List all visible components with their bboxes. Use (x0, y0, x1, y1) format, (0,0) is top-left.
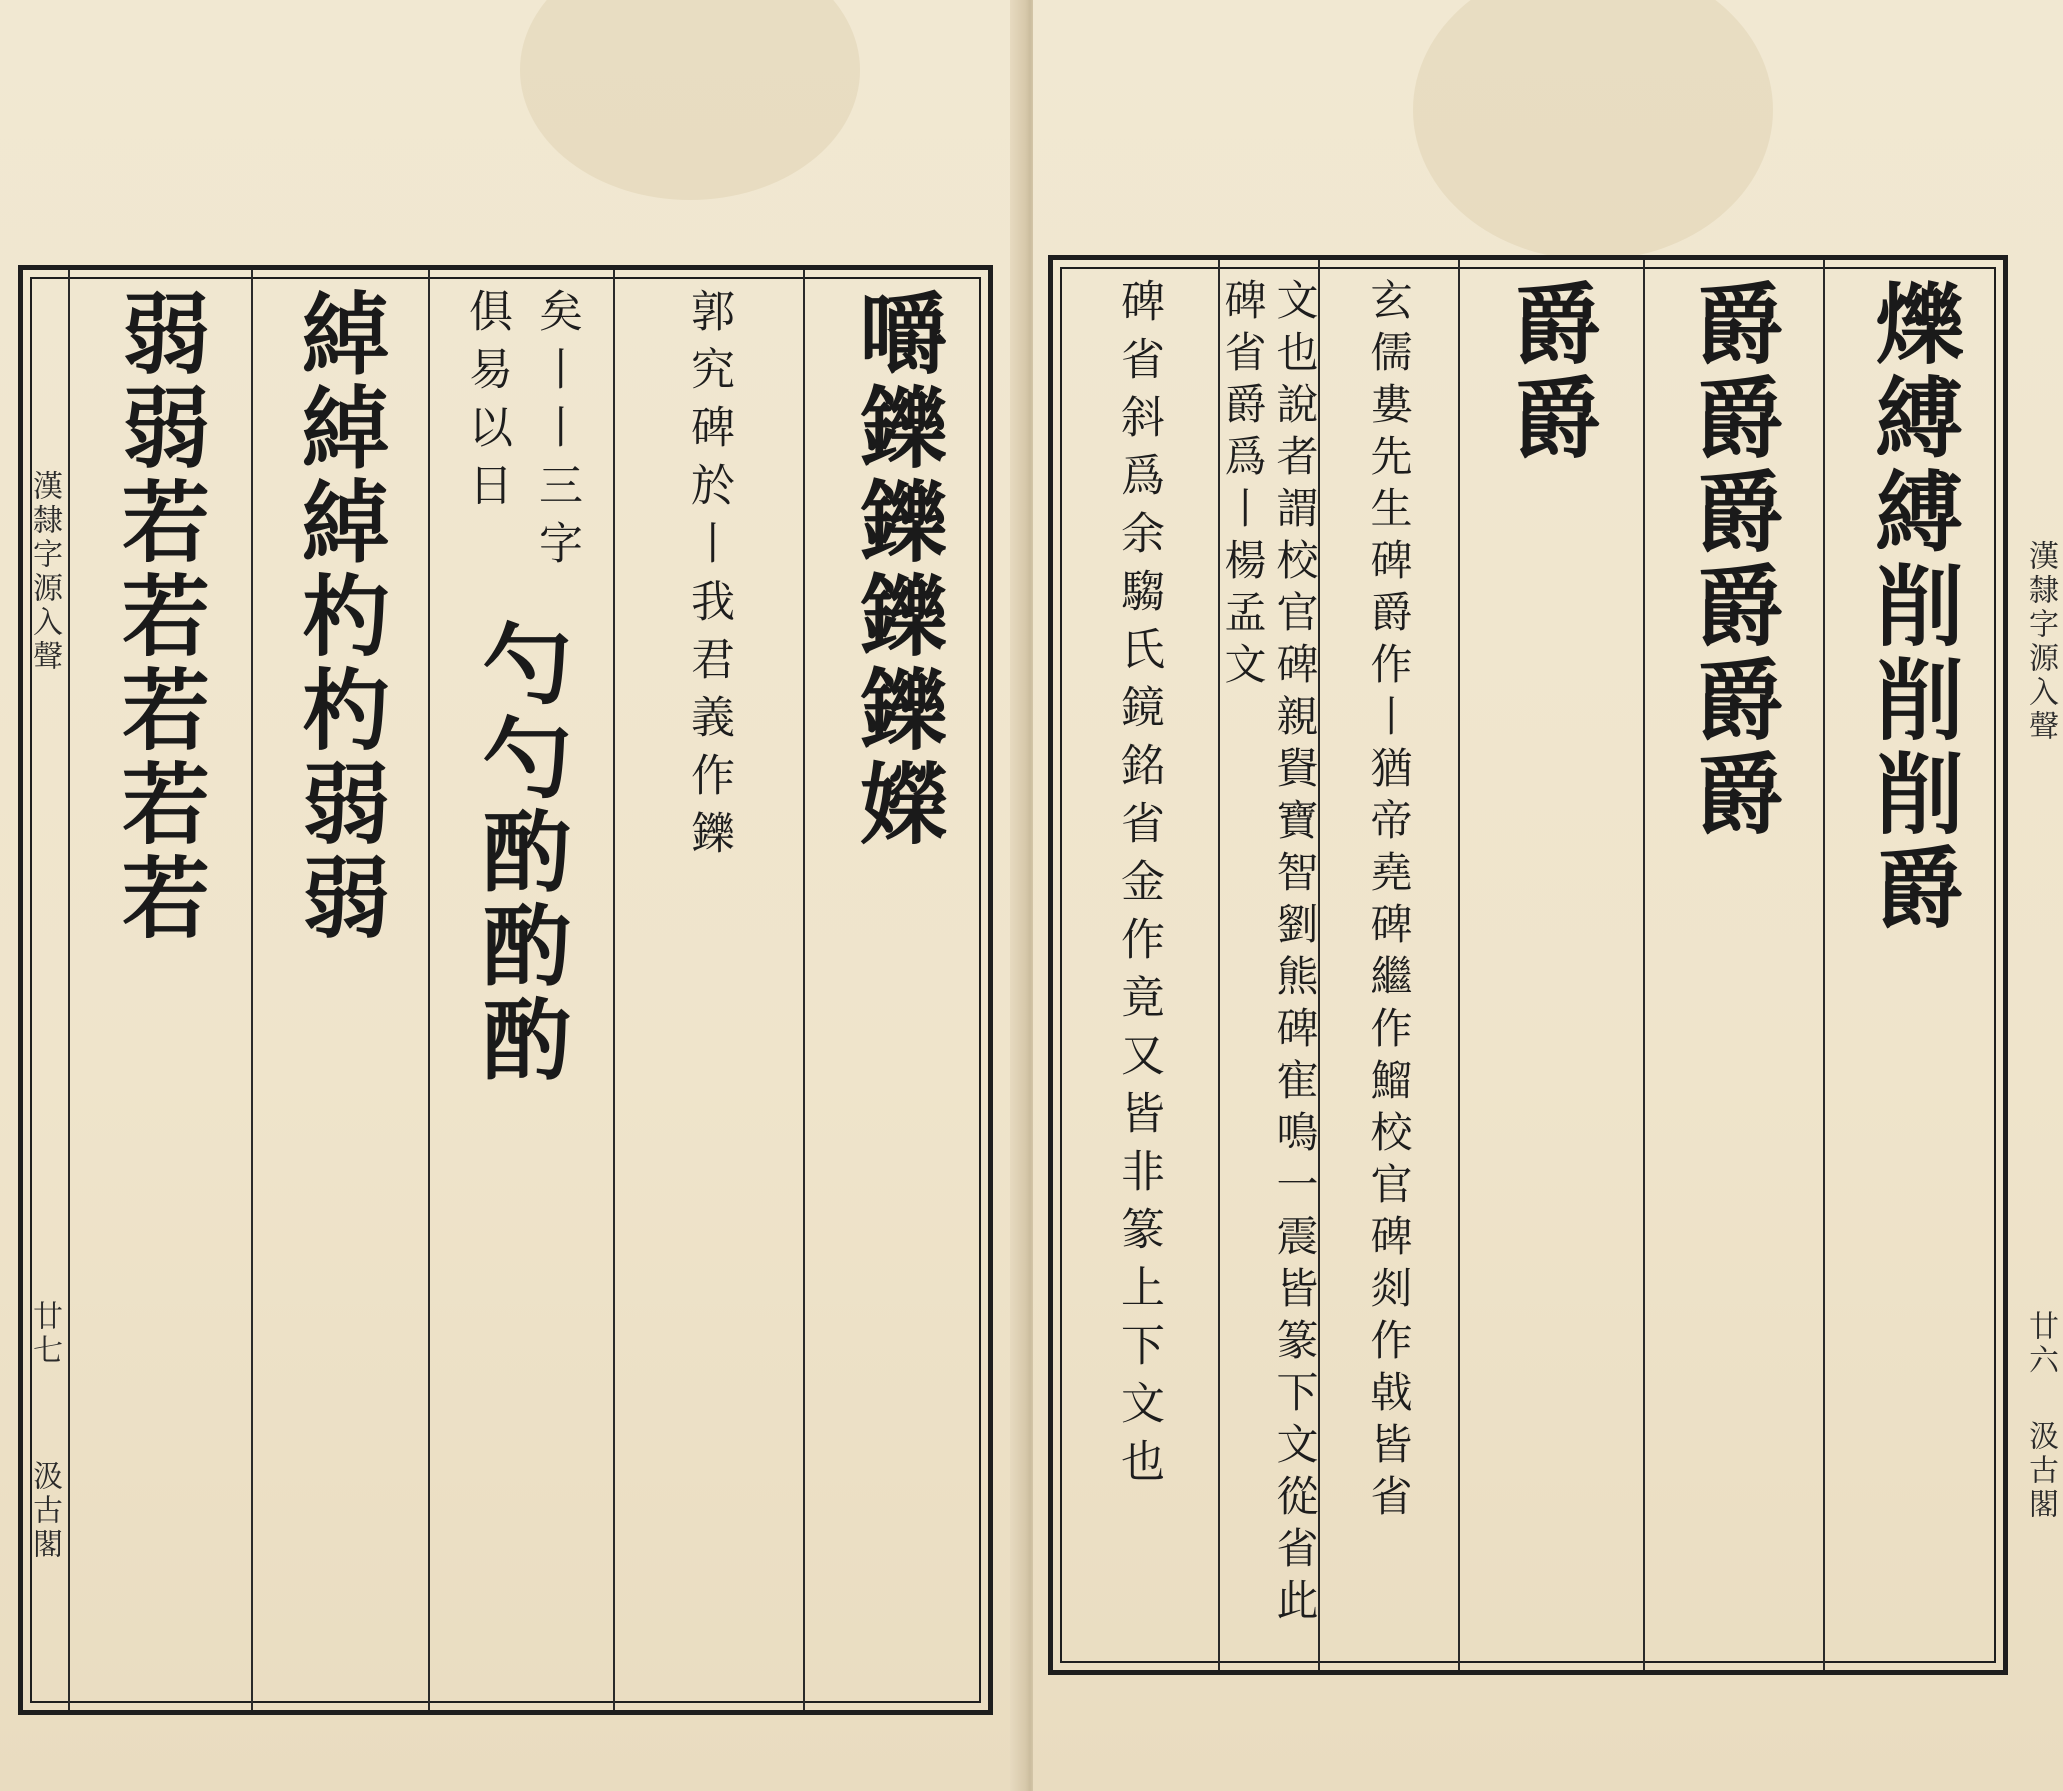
left-page (0, 0, 1025, 1791)
left-margin-page: 廿七 (27, 1300, 62, 1368)
annotation-text: 俱易以日 (461, 288, 512, 520)
annotation-text: 郭究碑於丨我君義作鑠 (683, 288, 734, 868)
headword-column: 嚼 (845, 288, 950, 382)
headword-column: 爵爵 (1499, 278, 1603, 466)
headword-column: 弱弱若若若若若 (108, 288, 212, 946)
right-column-1 (1826, 260, 2001, 1670)
right-margin-title: 漢隸字源入聲 (2023, 540, 2058, 744)
paper-stain (1413, 0, 1773, 260)
right-margin-page: 廿六 (2023, 1310, 2058, 1378)
right-column-2 (1646, 260, 1821, 1670)
right-margin-publisher: 汲古閣 (2023, 1420, 2058, 1522)
headword-column: 爵爵爵爵爵爵 (1681, 278, 1786, 842)
column-rule (1643, 260, 1645, 1670)
left-column-3 (615, 270, 801, 1710)
headword-column: 爍縛縛削削削爵 (1861, 278, 1966, 936)
right-column-commentary-2 (1218, 260, 1320, 1670)
left-text-frame (18, 265, 993, 1715)
right-page (1033, 0, 2063, 1791)
annotation-text: 文也說者謂校官碑親䝿寶智劉熊碑寉鳴一震皆篆下文從省此碑省爵爲丨楊孟文 (1218, 278, 1320, 1630)
headword-column: 鑠鑠鑠鑠嬫 (845, 382, 950, 852)
right-column-commentary-1 (1321, 260, 1456, 1670)
annotation-text: 矣丨丨三字 (531, 288, 582, 578)
left-column-1 (805, 270, 990, 1710)
left-column-5 (253, 270, 427, 1710)
right-text-frame (1048, 255, 2008, 1675)
left-column-4 (430, 270, 612, 1710)
column-rule (1823, 260, 1825, 1670)
column-rule (68, 270, 70, 1710)
annotation-text: 碑省斜爲余騶氏鏡銘省金作竟又皆非篆上下文也 (1113, 278, 1164, 1496)
left-column-6 (71, 270, 249, 1710)
paper-stain (520, 0, 860, 200)
left-margin-publisher: 汲古閣 (27, 1460, 62, 1562)
annotation-text: 玄儒婁先生碑爵作丨猶帝堯碑繼作鰡校官碑剡作㦸皆省 (1364, 278, 1414, 1526)
right-column-commentary-3 (1063, 260, 1213, 1670)
headword-column: 勺勺酌酌酌 (469, 618, 573, 1088)
left-margin-title: 漢隸字源入聲 (27, 470, 62, 674)
column-rule (1458, 260, 1460, 1670)
headword-column: 綽綽綽杓杓弱弱 (288, 288, 392, 946)
right-column-3 (1461, 260, 1641, 1670)
